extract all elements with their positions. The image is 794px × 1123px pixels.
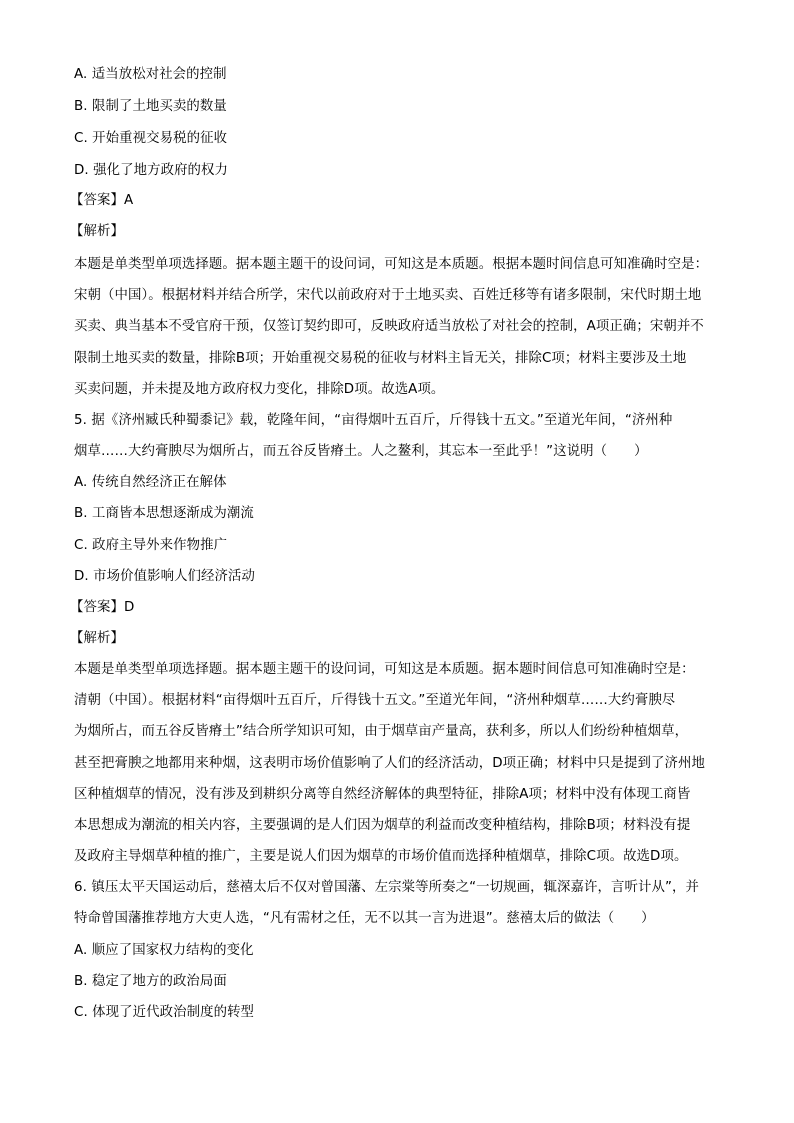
q4-analysis-label: 【解析】 [70, 224, 124, 239]
q4-analysis-line-1: 本题是单类型单项选择题。据本题主题干的设问词，可知这是本质题。根据本题时间信息可知准确时空是： [74, 257, 709, 272]
q4-option-b: B. 限制了土地买卖的数量 [74, 99, 227, 114]
q5-analysis-line-4: 甚至把膏腴之地都用来种烟，这表明市场价值影响了人们的经济活动，D项正确；材料中只是提到了济州地 [74, 756, 705, 771]
q4-option-d: D. 强化了地方政府的权力 [74, 163, 229, 178]
q6-stem-line-2: 特命曾国藩推荐地方大吏人选，“凡有需材之任，无不以其一言为进退”。慈禧太后的做法（ ） [74, 911, 655, 926]
q6-option-c: C. 体现了近代政治制度的转型 [74, 1005, 255, 1020]
q5-analysis-line-2: 清朝（中国）。根据材料“亩得烟叶五百斤，斤得钱十五文。”至道光年间，“济州种烟草……大约膏腴尽 [74, 693, 676, 708]
q6-stem-line-1: 6. 镇压太平天国运动后，慈禧太后不仅对曾国藩、左宗棠等所奏之“一切规画，辄深嘉许，言听计从”，并 [74, 880, 699, 895]
q4-analysis-line-4: 限制土地买卖的数量，排除B项；开始重视交易税的征收与材料主旨无关，排除C项；材料主要涉及土地 [74, 351, 687, 366]
q4-analysis-line-3: 买卖、典当基本不受官府干预，仅签订契约即可，反映政府适当放松了对社会的控制，A项正确；宋朝并不 [74, 319, 704, 334]
q5-analysis-line-6: 本思想成为潮流的相关内容，主要强调的是人们因为烟草的利益而改变种植结构，排除B项；材料没有提 [74, 818, 691, 833]
q5-option-c: C. 政府主导外来作物推广 [74, 538, 228, 553]
q4-option-a: A. 适当放松对社会的控制 [74, 67, 227, 82]
q5-option-d: D. 市场价值影响人们经济活动 [74, 569, 256, 584]
q4-analysis-line-5: 买卖问题，并未提及地方政府权力变化，排除D项。故选A项。 [74, 382, 445, 397]
q5-stem-line-1: 5. 据《济州臧氏种蜀黍记》载，乾隆年间，“亩得烟叶五百斤，斤得钱十五文。”至道光年间，“济州种 [74, 413, 673, 428]
q4-answer: 【答案】A [70, 193, 134, 208]
q5-analysis-label: 【解析】 [70, 631, 124, 646]
q5-analysis-line-7: 及政府主导烟草种植的推广，主要是说人们因为烟草的市场价值而选择种植烟草，排除C项。故选D项。 [74, 849, 688, 864]
q6-option-b: B. 稳定了地方的政治局面 [74, 974, 227, 989]
q5-analysis-line-5: 区种植烟草的情况，没有涉及到耕织分离等自然经济解体的典型特征，排除A项；材料中没有体现工商皆 [74, 787, 691, 802]
q5-answer: 【答案】D [70, 600, 135, 615]
q5-stem-line-2: 烟草……大约膏腴尽为烟所占，而五谷反皆瘠土。人之鳌利，其忘本一至此乎！”这说明（ ） [74, 444, 648, 459]
q5-option-b: B. 工商皆本思想逐渐成为潮流 [74, 506, 254, 521]
q5-option-a: A. 传统自然经济正在解体 [74, 475, 227, 490]
q4-analysis-line-2: 宋朝（中国）。根据材料并结合所学，宋代以前政府对于土地买卖、百姓迁移等有诸多限制，宋代时期土地 [74, 288, 702, 303]
q4-option-c: C. 开始重视交易税的征收 [74, 131, 228, 146]
q5-analysis-line-1: 本题是单类型单项选择题。据本题主题干的设问词，可知这是本质题。据本题时间信息可知准确时空是： [74, 662, 695, 677]
q5-analysis-line-3: 为烟所占，而五谷反皆瘠土”结合所学知识可知，由于烟草亩产量高，获利多，所以人们纷纷种植烟草， [74, 724, 689, 739]
q6-option-a: A. 顺应了国家权力结构的变化 [74, 943, 254, 958]
